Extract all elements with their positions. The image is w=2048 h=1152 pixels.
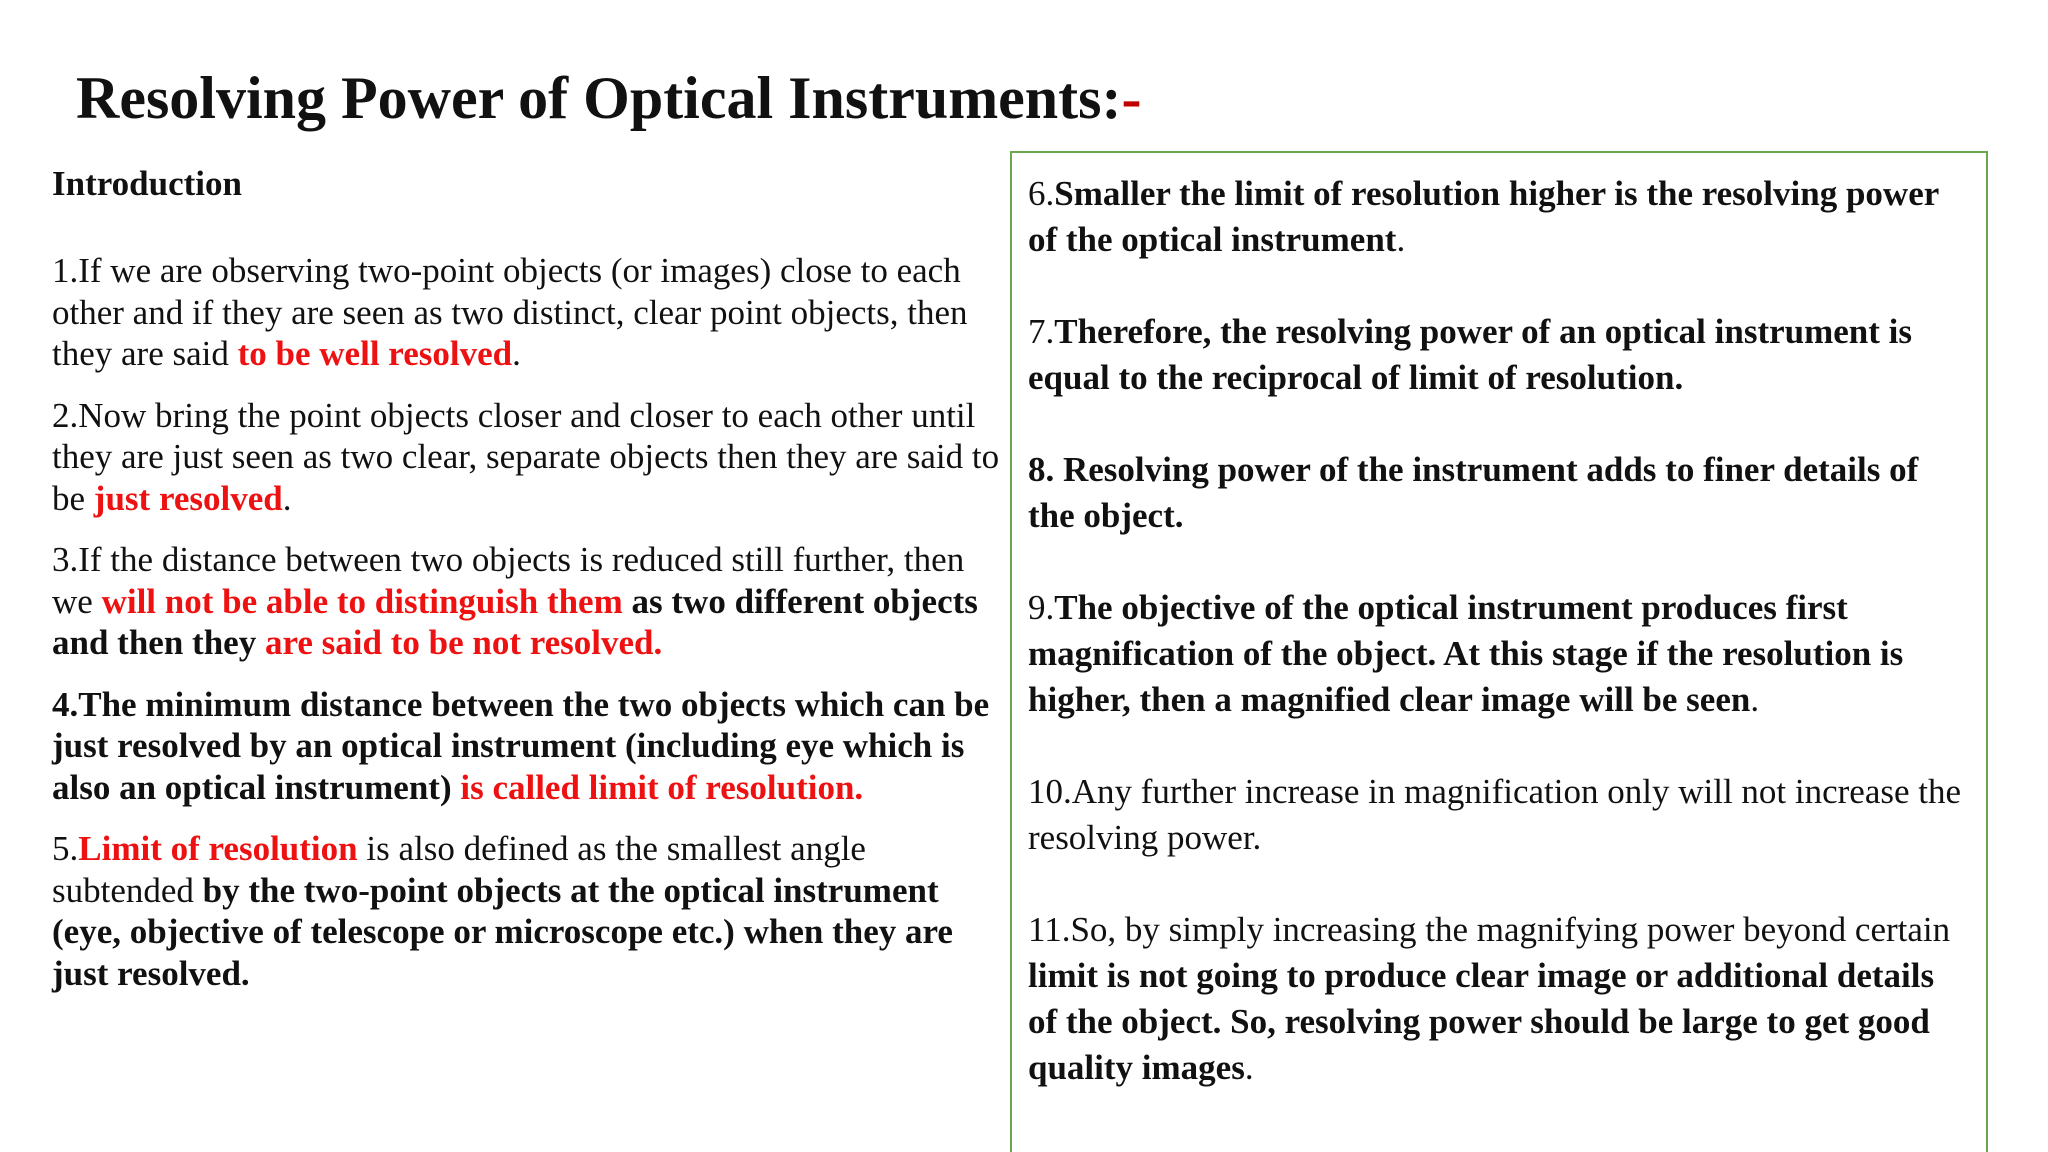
right-content-box — [1010, 151, 1988, 1152]
point-4-bold: 4.The minimum distance between the two objects which can be just resolved by an optical instrument (including eye which is also an optical instrument) — [52, 684, 990, 807]
point-6 — [1028, 171, 1972, 263]
point-11-text: 11.So, by simply increasing the magnifying power beyond certain — [1028, 910, 1951, 949]
point-5-bold: by the two-point objects at the optical instrument (eye, objective of telescope or microscope etc.) when they are just resolved. — [52, 870, 953, 993]
point-8-bold: . Resolving power of the instrument adds to finer details of the object. — [1028, 450, 1919, 535]
introduction-heading: Introduction — [52, 164, 242, 203]
point-9 — [1028, 585, 1972, 723]
point-6-end: . — [1396, 220, 1406, 259]
point-4-highlight: is called limit of resolution. — [460, 767, 864, 807]
slide-title-colon: : — [1101, 65, 1122, 131]
point-7-bold: Therefore, the resolving power of an optical instrument is equal to the reciprocal of limit of resolution. — [1028, 312, 1913, 397]
point-2-highlight: just resolved — [93, 478, 283, 518]
point-1-highlight: to be well resolved — [237, 334, 513, 373]
point-9-bold: The objective of the optical instrument produces first magnification of the object. At this stage if the resolution is higher, then a magnified clear image will be seen — [1028, 588, 1904, 719]
point-3-bold: as two different objects and then they — [52, 581, 978, 662]
point-5-number: 5. — [52, 829, 79, 868]
point-10-text: 10.Any further increase in magnification only will not increase the resolving power. — [1028, 772, 1962, 857]
point-9-number: 9. — [1028, 588, 1055, 627]
point-7-number: 7. — [1028, 312, 1055, 351]
point-6-number: 6. — [1028, 174, 1055, 213]
point-2-end: . — [282, 478, 292, 518]
point-11 — [1028, 907, 1972, 1091]
left-column — [52, 162, 1002, 994]
point-1-end: . — [512, 334, 521, 373]
point-9-end: . — [1750, 680, 1760, 719]
point-8 — [1028, 447, 1972, 539]
point-6-bold: Smaller the limit of resolution higher is the resolving power of the optical instrument — [1028, 174, 1939, 259]
point-3-highlight-1: will not be able to distinguish them — [101, 581, 623, 621]
point-5-highlight: Limit of resolution — [78, 829, 358, 868]
slide-title — [76, 62, 1141, 134]
point-4 — [52, 684, 1002, 809]
point-5 — [52, 828, 1002, 994]
point-11-end: . — [1244, 1048, 1254, 1087]
point-10 — [1028, 769, 1972, 861]
point-5-text: is also defined as the smallest angle subtended — [52, 829, 866, 910]
point-7 — [1028, 309, 1972, 401]
point-2 — [52, 395, 1002, 520]
slide-title-dash: - — [1121, 65, 1142, 131]
point-3-highlight-2: are said to be not resolved. — [264, 623, 663, 662]
point-1-text: 1.If we are observing two-point objects (or images) close to each other and if they are seen as two distinct, clear point objects, then they are said — [52, 251, 968, 373]
point-1 — [52, 250, 1002, 375]
point-3-text: 3.If the distance between two objects is reduced still further, then we — [52, 540, 965, 621]
point-3 — [52, 539, 1002, 664]
point-8-number: 8 — [1028, 450, 1046, 489]
slide-title-text: Resolving Power of Optical Instruments — [76, 65, 1102, 131]
point-2-text: 2.Now bring the point objects closer and closer to each other until they are just seen as two clear, separate objects then they are said to be — [52, 395, 1000, 518]
point-11-bold: limit is not going to produce clear image or additional details of the object. So, resolving power should be large to get good quality images — [1028, 956, 1935, 1087]
